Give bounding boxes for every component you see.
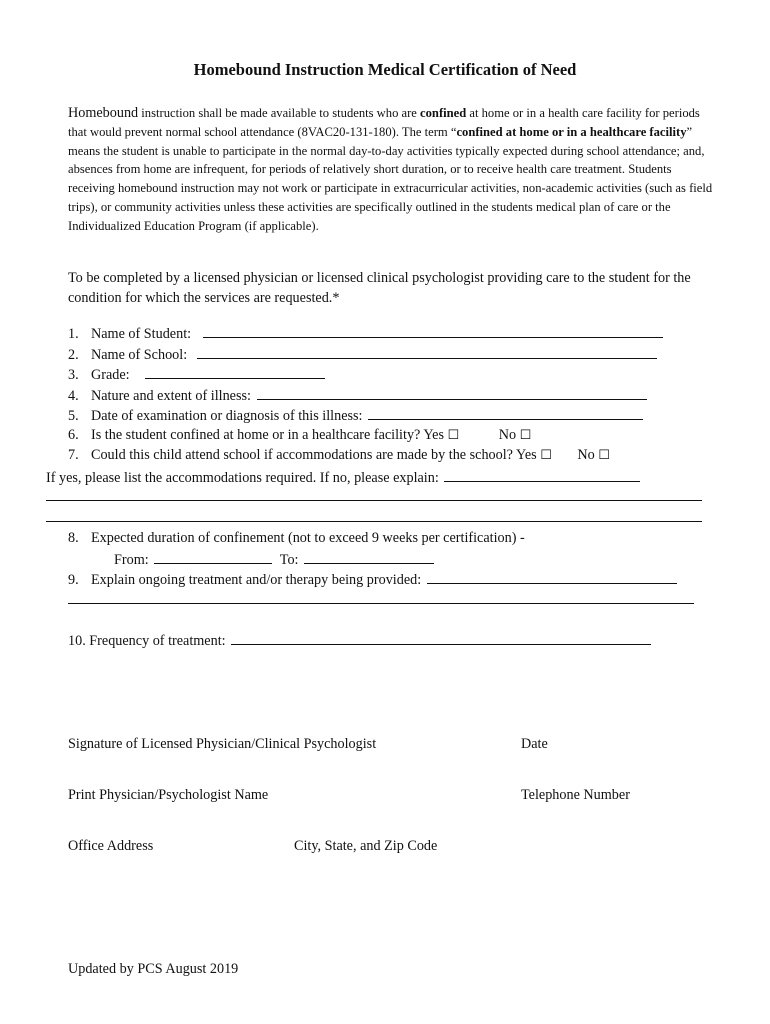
signature-label: Signature of Licensed Physician/Clinical Psychologist	[68, 736, 377, 752]
intro-bold-term: confined at home or in a healthcare facility	[456, 124, 687, 139]
item-grade: 3. Grade:	[68, 363, 325, 385]
accommodations-line-1[interactable]	[46, 500, 702, 501]
accommodations-no-checkbox[interactable]: ☐	[598, 448, 610, 463]
intro-part3: ” means the student is unable to participate in the normal day-to-day activities typically expected during school attendance; and, absences from home are infrequent, for periods of relatively short duration, or to receive health care treatment. Students receiving homebound instruction may not work or participate in extracurricular activities, non-academic activities (such as field trips), or community activities unless these activities are specifically outlined in the students medical plan of care or the Individualized Education Program (if applicable).	[68, 124, 713, 233]
item-frequency	[68, 629, 651, 651]
item-accommodations: 7. Could this child attend school if accommodations are made by the school? Yes ☐ No ☐	[68, 447, 610, 463]
grade-label: Grade:	[91, 367, 130, 383]
footer-updated: Updated by PCS August 2019	[68, 961, 239, 977]
confined-label: Is the student confined at home or in a healthcare facility? Yes	[91, 427, 444, 443]
city-state-zip-label: City, State, and Zip Code	[294, 838, 438, 854]
telephone-label: Telephone Number	[521, 787, 630, 803]
treatment-label: Explain ongoing treatment and/or therapy being provided:	[91, 572, 422, 588]
confined-no-checkbox[interactable]: ☐	[519, 428, 532, 443]
intro-part2: at home or in a health care facility for periods that would prevent normal school attendance (8VAC20-131-180). The term “	[68, 106, 700, 139]
school-name-field[interactable]	[197, 343, 657, 359]
duration-from-field[interactable]	[154, 548, 272, 564]
intro-paragraph	[68, 104, 713, 236]
frequency-field[interactable]	[231, 629, 651, 645]
item-illness: 4. Nature and extent of illness:	[68, 384, 647, 406]
duration-to-field[interactable]	[304, 548, 434, 564]
accommodations-label: Could this child attend school if accommodations are made by the school? Yes	[91, 447, 537, 463]
item-school-name: 2. Name of School:	[68, 343, 657, 365]
treatment-field[interactable]	[427, 568, 677, 584]
accommodations-line-2[interactable]	[46, 521, 702, 522]
grade-field[interactable]	[145, 363, 325, 379]
date-label: Date	[521, 736, 548, 752]
print-name-label: Print Physician/Psychologist Name	[68, 787, 269, 803]
item-confined: 6. Is the student confined at home or in a healthcare facility? Yes ☐ No ☐	[68, 427, 532, 443]
student-name-field[interactable]	[203, 322, 663, 338]
accommodations-yes-checkbox[interactable]: ☐	[540, 448, 552, 463]
illness-field[interactable]	[257, 384, 647, 400]
item-exam-date: 5. Date of examination or diagnosis of this illness:	[68, 404, 643, 426]
instructions-paragraph: To be completed by a licensed physician or licensed clinical psychologist providing care to the student for the condition for which the services are requested.*	[68, 270, 691, 306]
duration-range	[114, 548, 434, 570]
illness-label: Nature and extent of illness:	[91, 388, 251, 404]
duration-from-label: From:	[114, 552, 149, 568]
page-title: Homebound Instruction Medical Certification of Need	[193, 60, 577, 79]
intro-homebound: Homebound	[68, 105, 139, 121]
frequency-label: 10. Frequency of treatment:	[68, 633, 226, 649]
exam-date-label: Date of examination or diagnosis of this illness:	[91, 408, 363, 424]
accommodations-followup-label: If yes, please list the accommodations required. If no, please explain:	[46, 470, 439, 486]
exam-date-field[interactable]	[368, 404, 643, 420]
accommodations-followup	[46, 466, 640, 488]
intro-part1: instruction shall be made available to students who are	[138, 106, 421, 120]
office-address-label: Office Address	[68, 838, 154, 854]
treatment-line-2[interactable]	[68, 603, 694, 604]
item-student-name: 1. Name of Student:	[68, 322, 663, 344]
confined-no-label: No	[498, 427, 517, 443]
confined-yes-checkbox[interactable]: ☐	[447, 428, 460, 443]
duration-to-label: To:	[279, 552, 299, 568]
student-name-label: Name of Student:	[91, 326, 192, 342]
school-name-label: Name of School:	[91, 347, 188, 363]
item-treatment: 9. Explain ongoing treatment and/or therapy being provided:	[68, 568, 677, 590]
accommodations-no-label: No	[577, 447, 595, 463]
duration-label: Expected duration of confinement (not to exceed 9 weeks per certification) -	[91, 530, 525, 546]
intro-bold-confined: confined	[420, 106, 467, 120]
item-duration: 8. Expected duration of confinement (not to exceed 9 weeks per certification) -	[68, 530, 525, 546]
accommodations-explain-field[interactable]	[444, 466, 640, 482]
